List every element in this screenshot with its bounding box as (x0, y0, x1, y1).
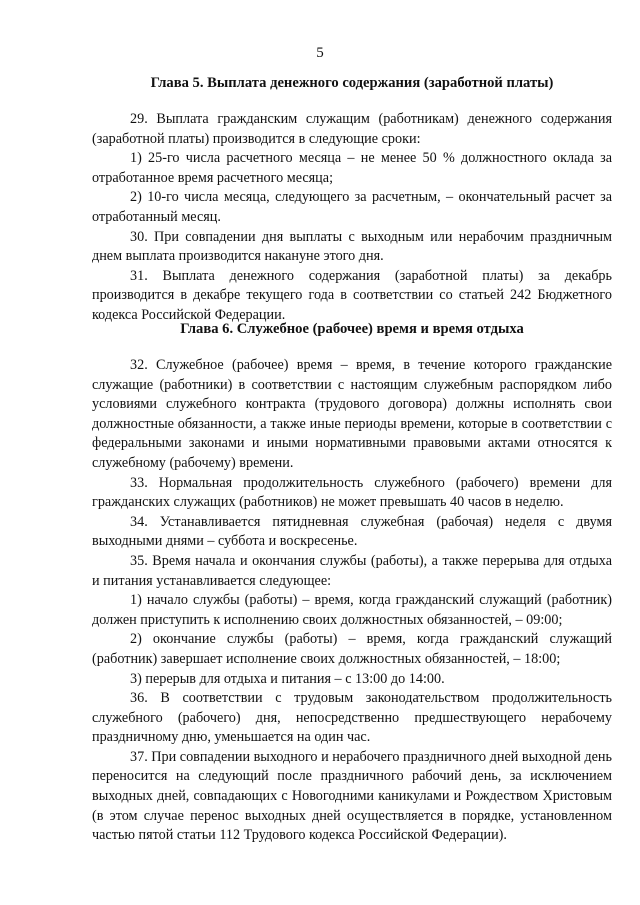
paragraph-35-item-2: 2) окончание службы (работы) – время, когда гражданский служащий (работник) завершает исполнение своих должностных обязанностей, – 18:00; (92, 631, 612, 667)
paragraph-34: 34. Устанавливается пятидневная служебная (рабочая) неделя с двумя выходными днями – суббота и воскресенье. (92, 513, 612, 550)
paragraph-29-item-1: 1) 25-го числа расчетного месяца – не менее 50 % должностного оклада за отработанное время расчетного месяца; (92, 150, 612, 186)
paragraph-35-item-3: 3) перерыв для отдыха и питания – с 13:00 до 14:00. (130, 670, 445, 687)
paragraph-35: 35. Время начала и окончания службы (работы), а также перерыва для отдыха и питания устанавливается следующее: (92, 552, 612, 589)
paragraph-37: 37. При совпадении выходного и нерабочего праздничного дней выходной день переносится на следующий после праздничного рабочий день, за исключением выходных дней, совпадающих с Новогодними каникулами и Рождеством Христовым (в этом случае перенос выходных дней осуществляется в порядке, установленном частью пятой статьи 112 Трудового кодекса Российской Федерации). (92, 748, 612, 844)
chapter-6-heading: Глава 6. Служебное (рабочее) время и время отдыха (180, 321, 524, 337)
chapter-6-body (92, 356, 612, 846)
paragraph-29-item-2: 2) 10-го числа месяца, следующего за расчетным, – окончательный расчет за отработанный месяц. (92, 189, 612, 225)
page-number: 5 (316, 45, 324, 61)
paragraph-33: 33. Нормальная продолжительность служебного (рабочего) времени для гражданских служащих (работников) не может превышать 40 часов в неделю. (92, 474, 612, 511)
paragraph-29: 29. Выплата гражданским служащим (работникам) денежного содержания (заработной платы) производится в следующие сроки: (92, 111, 612, 147)
paragraph-32: 32. Служебное (рабочее) время – время, в течение которого гражданские служащие (работники) в соответствии с настоящим служебным распорядком либо условиями служебного контракта (трудового договора) должны исполнять свои должностные обязанности, а также иные периоды времени, которые в соответствии с федеральными законами и иными нормативными правовыми актами относятся к служебному (рабочему) времени. (92, 357, 612, 471)
paragraph-35-item-1: 1) начало службы (работы) – время, когда гражданский служащий (работник) должен приступить к исполнению своих должностных обязанностей, – 09:00; (92, 592, 612, 628)
paragraph-30: 30. При совпадении дня выплаты с выходным или нерабочим праздничным днем выплата производится накануне этого дня. (92, 228, 612, 265)
chapter-5-body (92, 110, 612, 326)
paragraph-36: 36. В соответствии с трудовым законодательством продолжительность служебного (рабочего) дня, непосредственно предшествующего нерабочему праздничному дню, уменьшается на один час. (92, 690, 612, 746)
chapter-5-heading: Глава 5. Выплата денежного содержания (заработной платы) (150, 75, 554, 91)
paragraph-31: 31. Выплата денежного содержания (заработной платы) за декабрь производится в декабре текущего года в соответствии со статьей 242 Бюджетного кодекса Российской Федерации. (92, 267, 612, 323)
